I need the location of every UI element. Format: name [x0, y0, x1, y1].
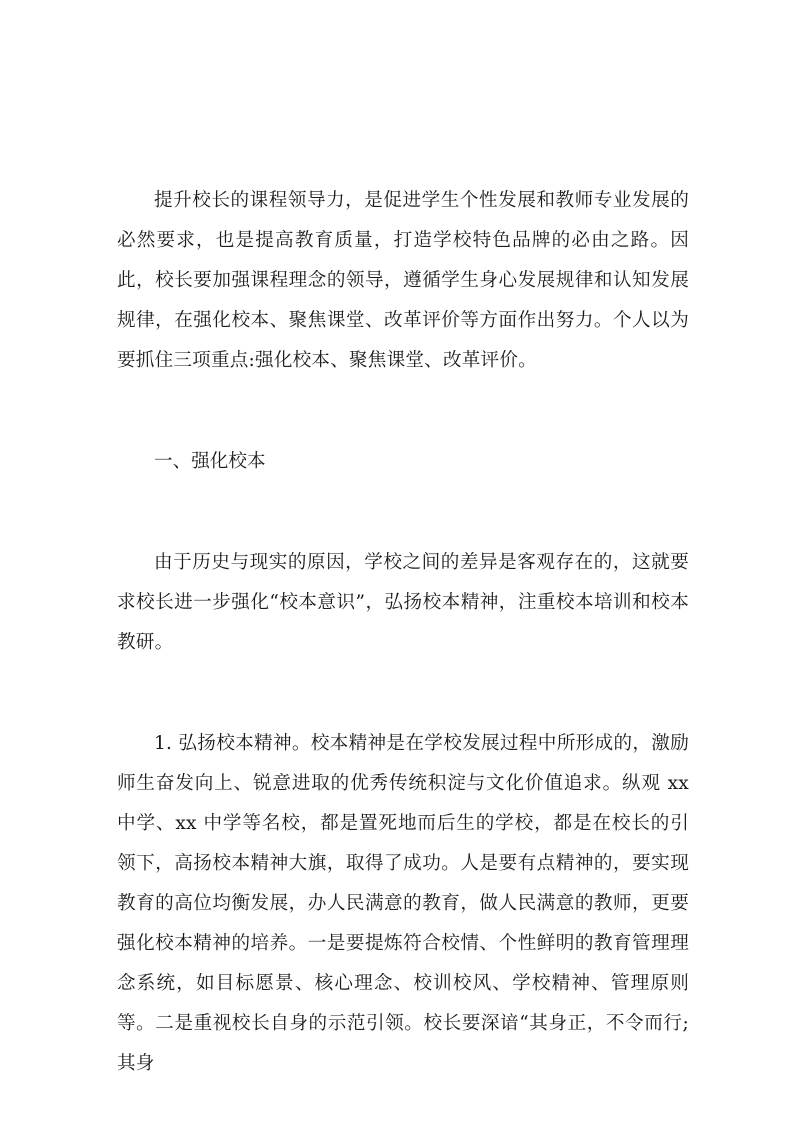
intro-paragraph: 提升校长的课程领导力，是促进学生个性发展和教师专业发展的必然要求，也是提高教育质量，打造学校特色品牌的必由之路。因此，校长要加强课程理念的领导，遵循学生身心发展规律和认知发展规律，在强化校本、聚焦课堂、改革评价等方面作出努力。个人以为要抓住三项重点:强化校本、聚焦课堂、改革评价。	[117, 190, 689, 371]
paragraph-spacer	[117, 381, 689, 442]
paragraph-spacer	[117, 663, 689, 724]
section-heading-strengthen-school-based: 一、强化校本	[154, 451, 266, 472]
paragraph-spacer	[117, 482, 689, 543]
section-intro-paragraph: 由于历史与现实的原因，学校之间的差异是客观存在的，这就要求校长进一步强化“校本意识”，弘扬校本精神，注重校本培训和校本教研。	[117, 552, 689, 653]
point-1-paragraph: 1. 弘扬校本精神。校本精神是在学校发展过程中所形成的，激励师生奋发向上、锐意进取的优秀传统积淀与文化价值追求。纵观 xx 中学、xx 中学等名校，都是置死地而后生的学校，都是在校长的引领下，高扬校本精神大旗，取得了成功。人是要有点精神的，要实现教育的高位均衡发展，办人民满意的教育，做人民满意的教师，更要强化校本精神的培养。一是要提炼符合校情、个性鲜明的教育管理理念系统，如目标愿景、核心理念、校训校风、学校精神、管理原则等。二是重视校长自身的示范引领。校长要深谙“其身正，不令而行;其身	[117, 733, 689, 1074]
document-page	[117, 181, 689, 1084]
